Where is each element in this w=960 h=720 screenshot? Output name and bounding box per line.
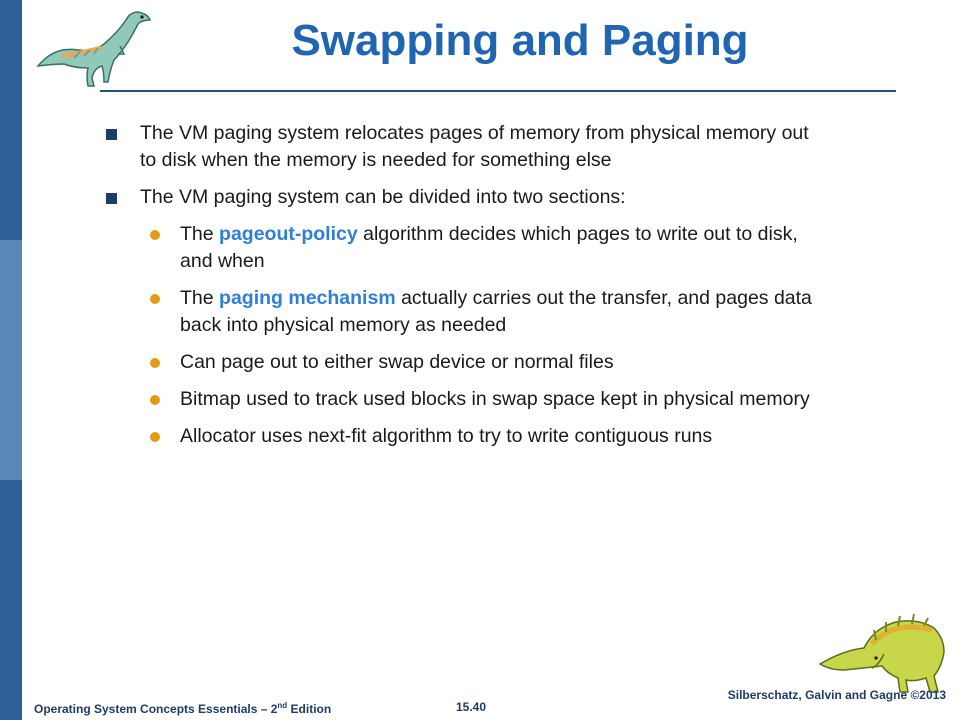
- sub-bullet-text-pre: The: [180, 223, 220, 245]
- footer-edition-sup: nd: [277, 701, 288, 710]
- sub-bullet-item: [100, 349, 820, 376]
- round-bullet-icon: [150, 432, 160, 442]
- sub-bullet-text: Allocator uses next-fit algorithm to try to write contiguous runs: [180, 425, 713, 447]
- sub-bullet-text-post: algorithm decides which pages to write out to disk, and when: [180, 223, 798, 272]
- sub-bullet-item: [100, 221, 820, 275]
- sub-bullet-item: [100, 285, 820, 339]
- sidebar-segment-top: [0, 0, 22, 240]
- sidebar-segment-bottom: [0, 480, 22, 720]
- left-sidebar-bar: [0, 0, 22, 720]
- bullet-text: The VM paging system relocates pages of memory from physical memory out to disk when the memory is needed for something else: [140, 122, 809, 171]
- sub-bullet-text-post: actually carries out the transfer, and pages data back into physical memory as needed: [180, 287, 812, 336]
- footer-book-title-tail: Edition: [287, 702, 332, 716]
- round-bullet-icon: [150, 358, 160, 368]
- highlight-term: pageout-policy: [219, 223, 358, 245]
- dinosaur-top-icon: [34, 6, 160, 92]
- bullet-text: The VM paging system can be divided into two sections:: [140, 186, 626, 208]
- bullet-item: [100, 184, 820, 211]
- dinosaur-bottom-icon: [814, 608, 952, 696]
- sub-bullet-text-pre: The: [180, 287, 220, 309]
- footer-book-title-main: Operating System Concepts Essentials – 2: [34, 702, 278, 716]
- square-bullet-icon: [106, 193, 117, 204]
- bullet-item: [100, 120, 820, 174]
- footer-authors: Silberschatz, Galvin and Gagne ©2013: [727, 688, 946, 702]
- footer-page-number: 15.40: [456, 700, 487, 714]
- slide-content: [100, 120, 820, 460]
- round-bullet-icon: [150, 395, 160, 405]
- square-bullet-icon: [106, 129, 117, 140]
- sub-bullet-text: Bitmap used to track used blocks in swap space kept in physical memory: [180, 388, 810, 410]
- round-bullet-icon: [150, 294, 160, 304]
- slide-title: Swapping and Paging: [291, 16, 749, 65]
- sub-bullet-text: Can page out to either swap device or normal files: [180, 351, 614, 373]
- title-underline: [100, 90, 896, 92]
- sub-bullet-item: [100, 386, 820, 413]
- footer-book-title: [34, 701, 331, 716]
- round-bullet-icon: [150, 230, 160, 240]
- sub-bullet-item: [100, 423, 820, 450]
- highlight-term: paging mechanism: [219, 287, 396, 309]
- sidebar-segment-middle: [0, 240, 22, 480]
